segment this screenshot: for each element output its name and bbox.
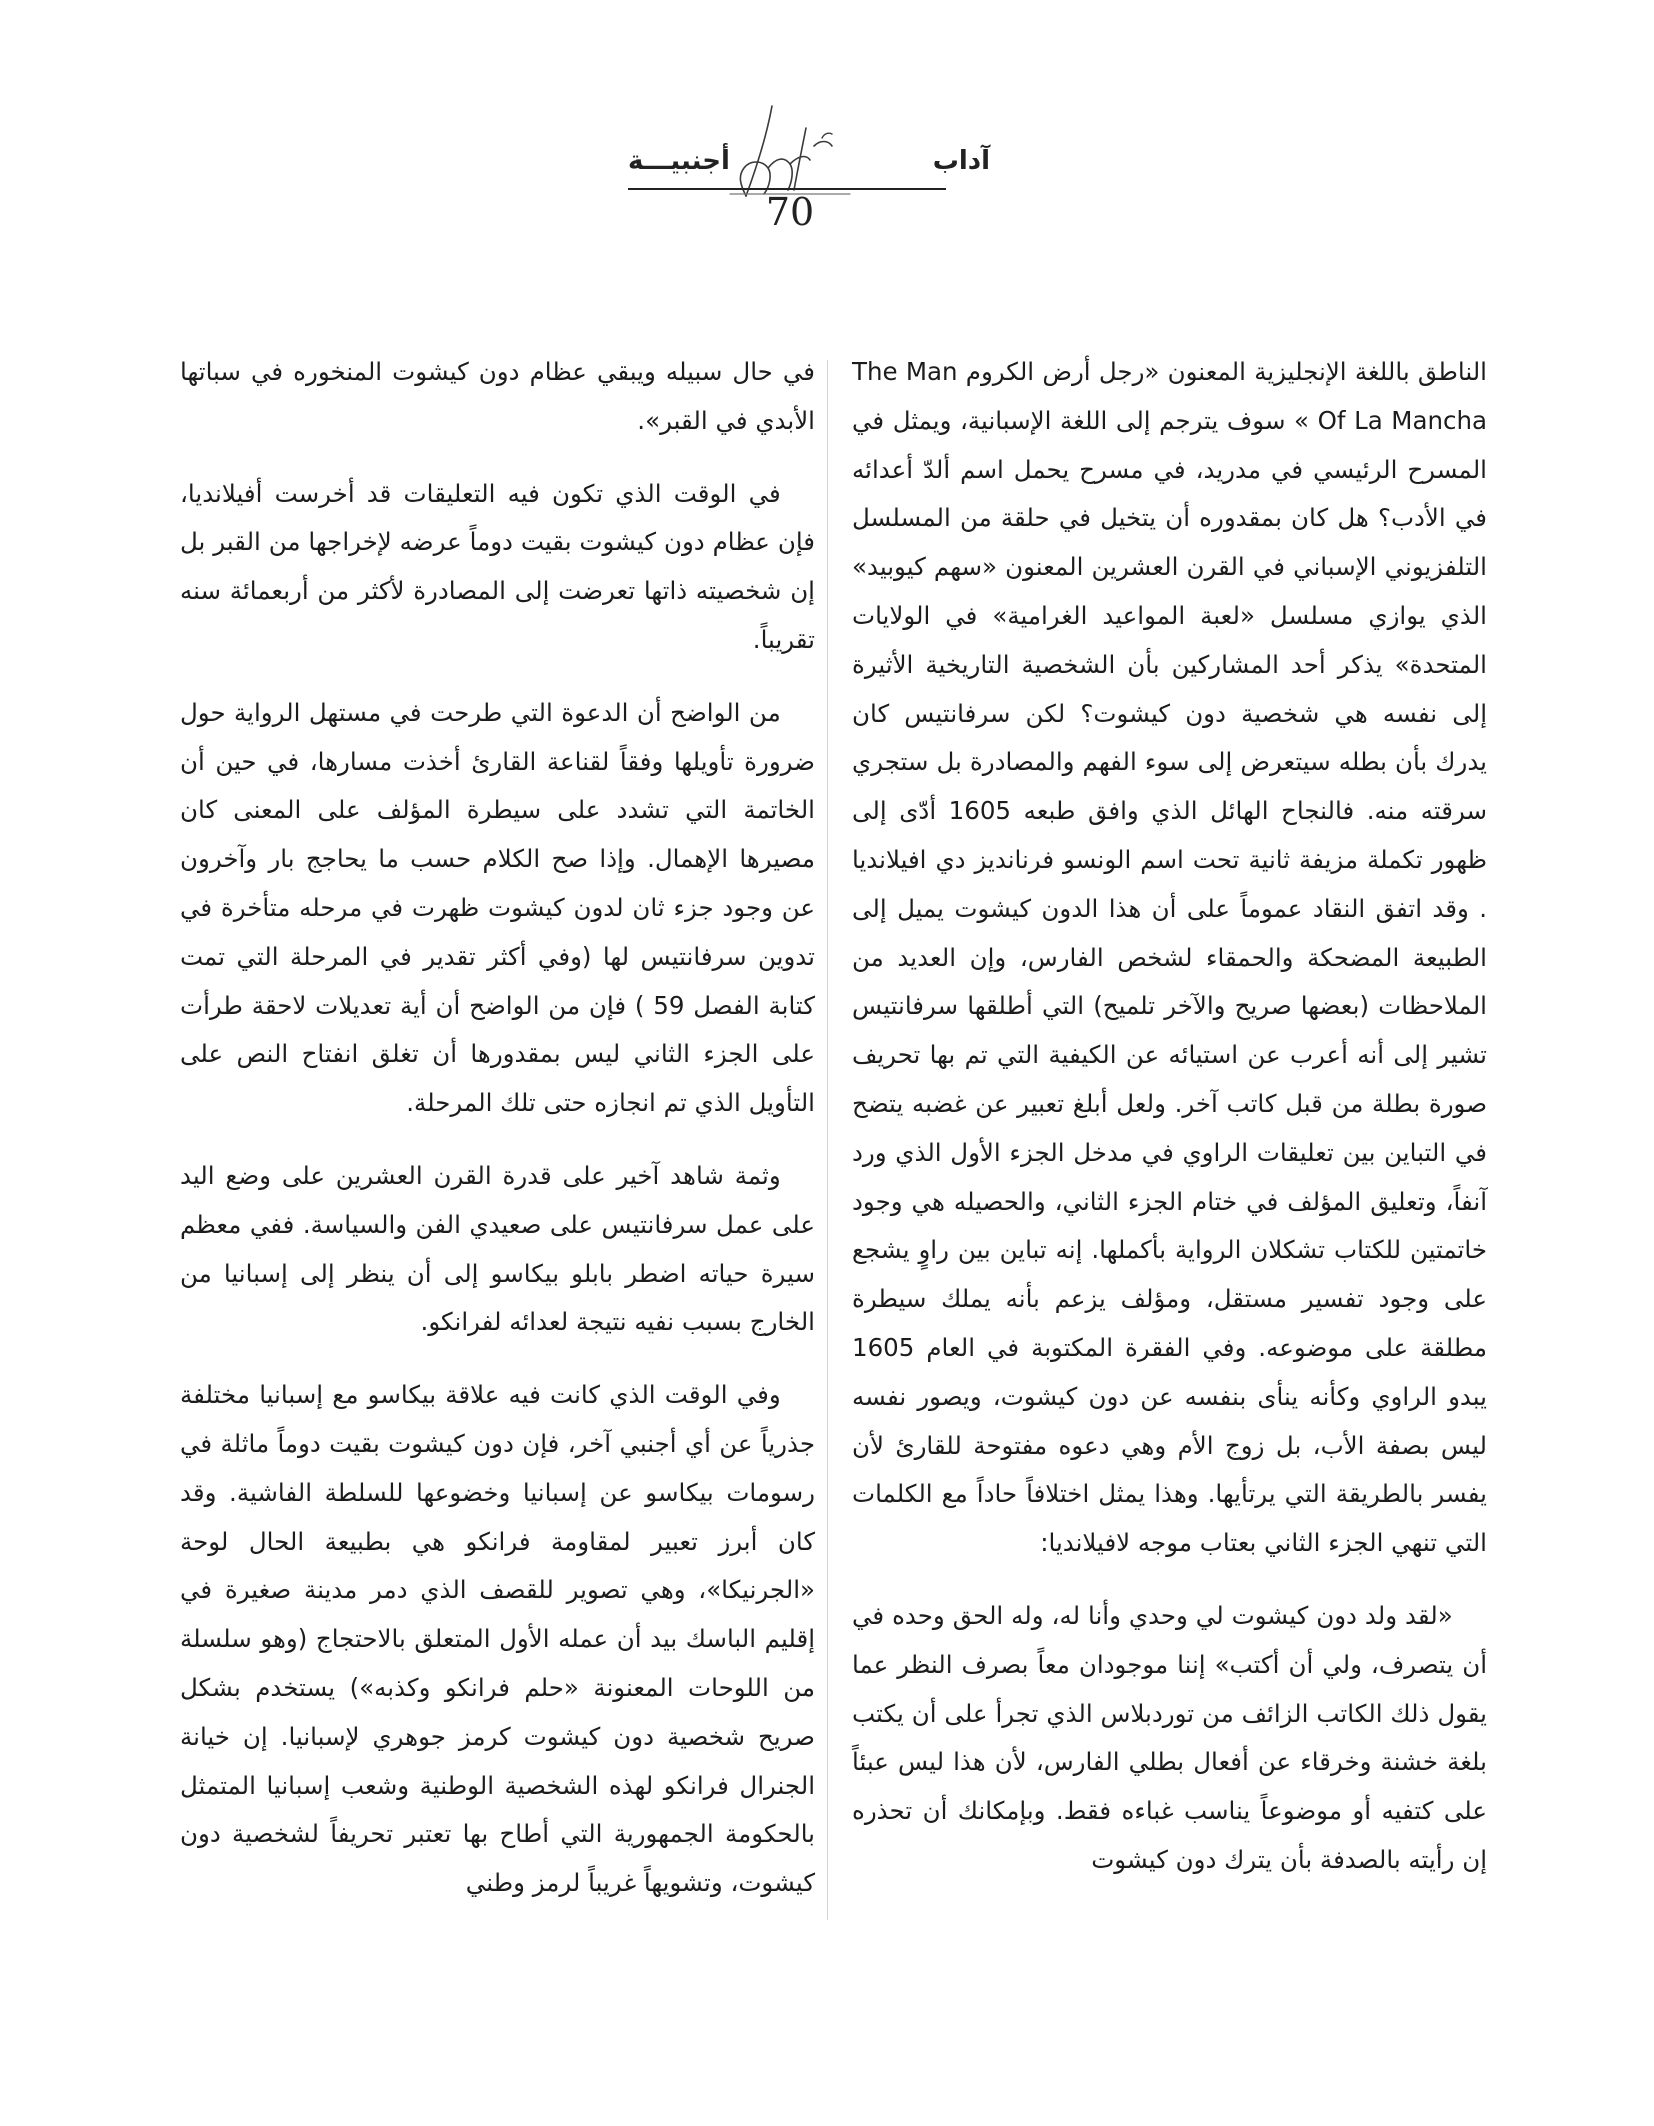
header-word-foreign: أجنبيـــة bbox=[628, 146, 730, 176]
right-paragraph-1: الناطق باللغة الإنجليزية المعنون «رجل أرض الكروم The Man Of La Mancha » سوف يترجم إلى اللغة الإسبانية، ويمثل في المسرح الرئيسي في مدريد، في مسرح يحمل اسم ألدّ أعدائه في الأدب؟ هل كان بمقدوره أن يتخيل في حلقة من المسلسل التلفزيوني الإسباني في القرن العشرين المعنون «سهم كيوبيد» الذي يوازي مسلسل «لعبة المواعيد الغرامية» في الولايات المتحدة» يذكر أحد المشاركين بأن الشخصية التاريخية الأثيرة إلى نفسه هي شخصية دون كيشوت؟ لكن سرفانتيس كان يدرك بأن بطله سيتعرض إلى سوء الفهم والمصادرة بل ستجري سرقته منه. فالنجاح الهائل الذي وافق طبعه 1605 أدّى إلى ظهور تكملة مزيفة ثانية تحت اسم الونسو فرنانديز دي افيلانديا . وقد اتفق النقاد عموماً على أن هذا الدون كيشوت يميل إلى الطبيعة المضحكة والحمقاء لشخص الفارس، وإن العديد من الملاحظات (بعضها صريح والآخر تلميح) التي أطلقها سرفانتيس تشير إلى أنه أعرب عن استيائه عن الكيفية التي تم بها تحريف صورة بطلة من قبل كاتب آخر. ولعل أبلغ تعبير عن غضبه يتضح في التباين بين تعليقات الراوي في مدخل الجزء الأول الذي ورد آنفاً، وتعليق المؤلف في ختام الجزء الثاني، والحصيله هي وجود خاتمتين للكتاب تشكلان الرواية بأكملها. إنه تباين بين راوٍ يشجع على وجود تفسير مستقل، ومؤلف يزعم بأنه يملك سيطرة مطلقة على موضوعه. وفي الفقرة المكتوبة في العام 1605 يبدو الراوي وكأنه ينأى بنفسه عن دون كيشوت، ويصور نفسه ليس بصفة الأب، بل زوج الأم وهي دعوه مفتوحة للقارئ لأن يفسر بالطريقة التي يرتأيها. وهذا يمثل اختلافاً حاداً مع الكلمات التي تنهي الجزء الثاني بعتاب موجه لافيلانديا: bbox=[852, 357, 1487, 1558]
left-paragraph-5: وفي الوقت الذي كانت فيه علاقة بيكاسو مع إسبانيا مختلفة جذرياً عن أي أجنبي آخر، فإن دون كيشوت بقيت دوماً ماثلة في رسومات بيكاسو عن إسبانيا وخضوعها للسلطة الفاشية. وقد كان أبرز تعبير لمقاومة فرانكو هي بطبيعة الحال لوحة «الجرنيكا»، وهي تصوير للقصف الذي دمر مدينة صغيرة في إقليم الباسك بيد أن عمله الأول المتعلق بالاحتجاج (وهو سلسلة من اللوحات المعنونة «حلم فرانكو وكذبه») يستخدم بشكل صريح شخصية دون كيشوت كرمز جوهري لإسبانيا. إن خيانة الجنرال فرانكو لهذه الشخصية الوطنية وشعب إسبانيا المتمثل بالحكومة الجمهورية التي أطاح بها تعتبر تحريفاً لشخصية دون كيشوت، وتشويهاً غريباً لرمز وطني bbox=[180, 1380, 815, 1898]
right-paragraph-2: «لقد ولد دون كيشوت لي وحدي وأنا له، وله الحق وحده في أن يتصرف، ولي أن أكتب» إننا موجودان معاً بصرف النظر عما يقول ذلك الكاتب الزائف من توردبلاس الذي تجرأ على أن يكتب بلغة خشنة وخرقاء عن أفعال بطلي الفارس، لأن هذا ليس عبئاً على كتفيه أو موضوعاً يناسب غباءه فقط. وبإمكانك أن تحذره إن رأيته بالصدفة بأن يترك دون كيشوت bbox=[852, 1600, 1487, 1874]
left-paragraph-4: وثمة شاهد آخير على قدرة القرن العشرين على وضع اليد على عمل سرفانتيس على صعيدي الفن والسياسة. ففي معظم سيرة حياته اضطر بابلو بيكاسو إلى أن ينظر إلى إسبانيا من الخارج بسبب نفيه نتيجة لعدائه لفرانكو. bbox=[180, 1160, 815, 1337]
left-paragraph-3: من الواضح أن الدعوة التي طرحت في مستهل الرواية حول ضرورة تأويلها وفقاً لقناعة القارئ أخذت مسارها، في حين أن الخاتمة التي تشدد على سيطرة المؤلف على المعنى كان مصيرها الإهمال. وإذا صح الكلام حسب ما يحاجج بار وآخرون عن وجود جزء ثان لدون كيشوت ظهرت في مرحله متأخرة في تدوين سرفانتيس لها (وفي أكثر تقدير في المرحلة التي تمت كتابة الفصل 59 ) فإن من الواضح أن أية تعديلات لاحقة طرأت على الجزء الثاني ليس بمقدورها أن تغلق انفتاح النص على التأويل الذي تم انجازه حتى تلك المرحلة. bbox=[180, 697, 815, 1118]
page-number: 70 bbox=[765, 190, 815, 234]
left-paragraph-2: في الوقت الذي تكون فيه التعليقات قد أخرست أفيلانديا، فإن عظام دون كيشوت بقيت دوماً عرضه لإخراجها من القبر بل إن شخصيته ذاتها تعرضت إلى المصادرة لأكثر من أربعمائة سنه تقريباً. bbox=[180, 478, 815, 654]
header-word-literature: آداب bbox=[932, 146, 990, 176]
right-column bbox=[852, 348, 1487, 1909]
left-column bbox=[180, 348, 815, 1932]
left-paragraph-1: في حال سبيله ويبقي عظام دون كيشوت المنخوره في سباتها الأبدي في القبر». bbox=[180, 357, 815, 435]
column-divider bbox=[827, 360, 828, 1920]
page-header bbox=[590, 98, 990, 248]
